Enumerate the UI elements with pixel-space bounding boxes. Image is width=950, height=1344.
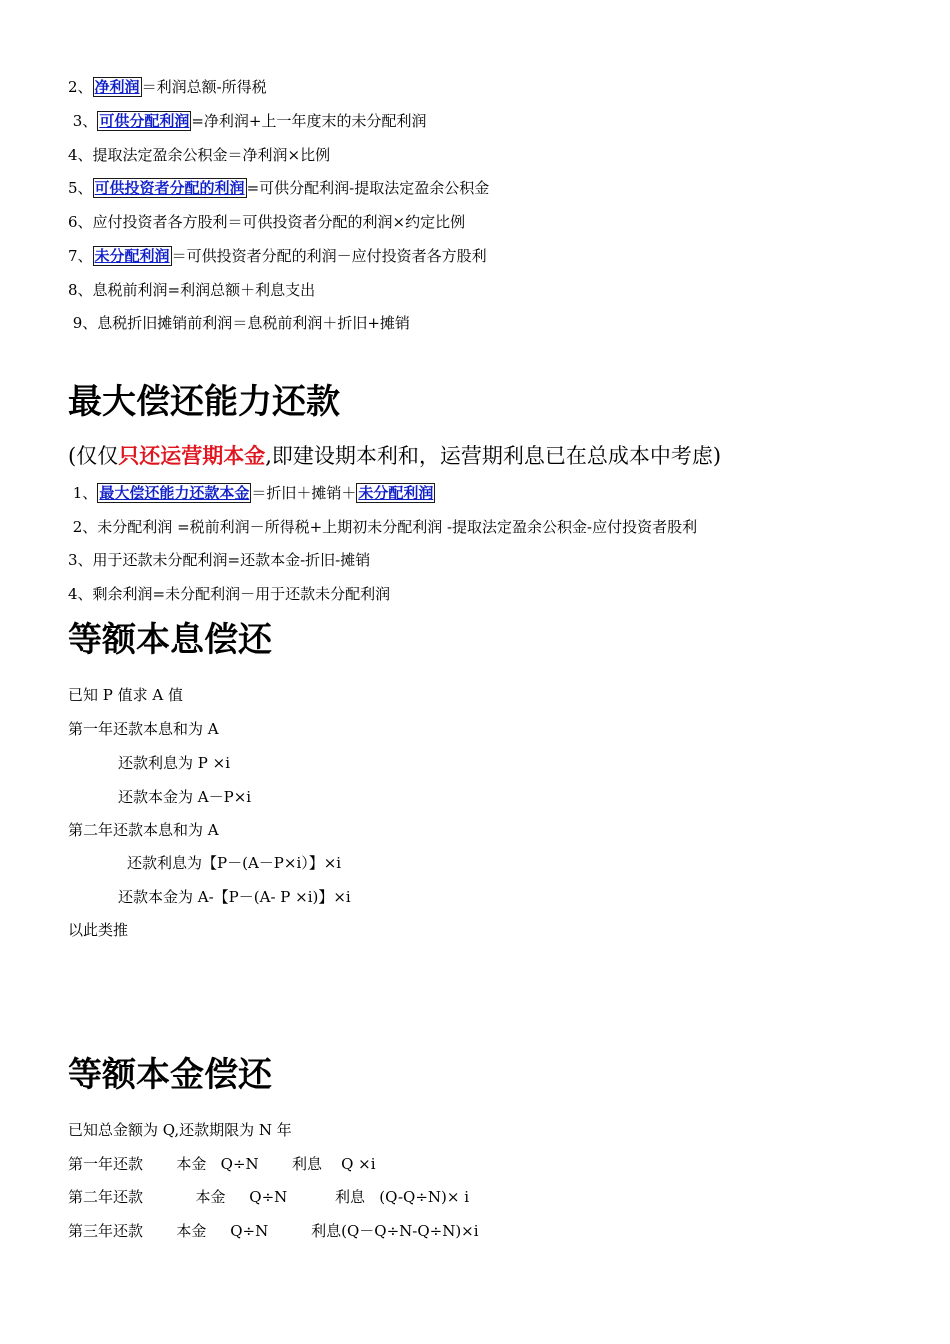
formula-line-5 (68, 178, 489, 198)
formula-line-2 (68, 77, 267, 97)
formula-line-8: 8、息税前利润=利润总额＋利息支出 (68, 281, 316, 299)
max-line-3: 3、用于还款未分配利润=还款本金-折旧-摊销 (68, 551, 371, 569)
formula-text: =可供分配利润-提取法定盈余公积金 (246, 179, 490, 197)
section-title-equal-payment: 等额本息偿还 (68, 620, 272, 660)
equal-principal-line: 已知总金额为 Q,还款期限为 N 年 (68, 1121, 292, 1139)
formula-line-4: 4、提取法定盈余公积金＝净利润×比例 (68, 146, 331, 164)
note-prefix: (仅仅 (68, 444, 119, 468)
term-distributable-profit: 可供分配利润 (99, 112, 190, 130)
equal-principal-line: 第二年还款 本金 Q÷N 利息 (Q-Q÷N)× i (68, 1188, 470, 1206)
section-note (68, 442, 721, 470)
formula-line-6: 6、应付投资者各方股利＝可供投资者分配的利润×约定比例 (68, 213, 466, 231)
section-title-equal-principal: 等额本金偿还 (68, 1055, 272, 1095)
term-max-repayment-principal: 最大偿还能力还款本金 (99, 484, 250, 502)
equal-payment-line: 还款利息为【P－(A－P×i）】×i (127, 854, 342, 872)
formula-number: 7、 (68, 247, 93, 265)
formula-number: 1、 (68, 484, 98, 502)
equal-principal-line: 第一年还款 本金 Q÷N 利息 Q ×i (68, 1155, 376, 1173)
formula-line-7 (68, 246, 487, 266)
formula-line-3 (68, 111, 426, 131)
equal-payment-line: 已知 P 值求 A 值 (68, 686, 183, 704)
equal-payment-line: 还款利息为 P ×i (118, 754, 230, 772)
max-line-1 (68, 483, 435, 503)
formula-text: =净利润+上一年度末的未分配利润 (191, 112, 427, 130)
equal-payment-line: 还款本金为 A－P×i (118, 788, 252, 806)
formula-number: 5、 (68, 179, 93, 197)
formula-number: 3、 (68, 112, 98, 130)
formula-number: 2、 (68, 78, 93, 96)
formula-text: ＝折旧＋摊销＋ (251, 484, 357, 502)
term-undistributed-profit: 未分配利润 (94, 247, 170, 265)
formula-text: ＝可供投资者分配的利润－应付投资者各方股利 (171, 247, 487, 265)
equal-payment-line: 第二年还款本息和为 A (68, 821, 219, 839)
equal-payment-line: 以此类推 (68, 921, 129, 939)
max-line-2: 2、未分配利润 =税前利润－所得税+上期初未分配利润 -提取法定盈余公积金-应付投资者股利 (68, 518, 698, 536)
equal-principal-line: 第三年还款 本金 Q÷N 利息(Q－Q÷N-Q÷N)×i (68, 1222, 479, 1240)
equal-payment-line: 还款本金为 A-【P－(A- P ×i)】×i (118, 888, 351, 906)
note-suffix: ,即建设期本利和，运营期利息已在总成本中考虑) (265, 444, 722, 468)
note-highlight: 只还运营期本金 (118, 444, 266, 468)
term-undistributed-profit: 未分配利润 (358, 484, 434, 502)
term-net-profit: 净利润 (94, 78, 140, 96)
equal-payment-line: 第一年还款本息和为 A (68, 720, 219, 738)
max-line-4: 4、剩余利润=未分配利润－用于还款未分配利润 (68, 585, 391, 603)
formula-text: ＝利润总额-所得税 (141, 78, 267, 96)
section-title-max-repayment: 最大偿还能力还款 (68, 382, 340, 422)
formula-line-9: 9、息税折旧摊销前利润＝息税前利润＋折旧+摊销 (68, 314, 410, 332)
term-investor-distributable-profit: 可供投资者分配的利润 (94, 179, 245, 197)
